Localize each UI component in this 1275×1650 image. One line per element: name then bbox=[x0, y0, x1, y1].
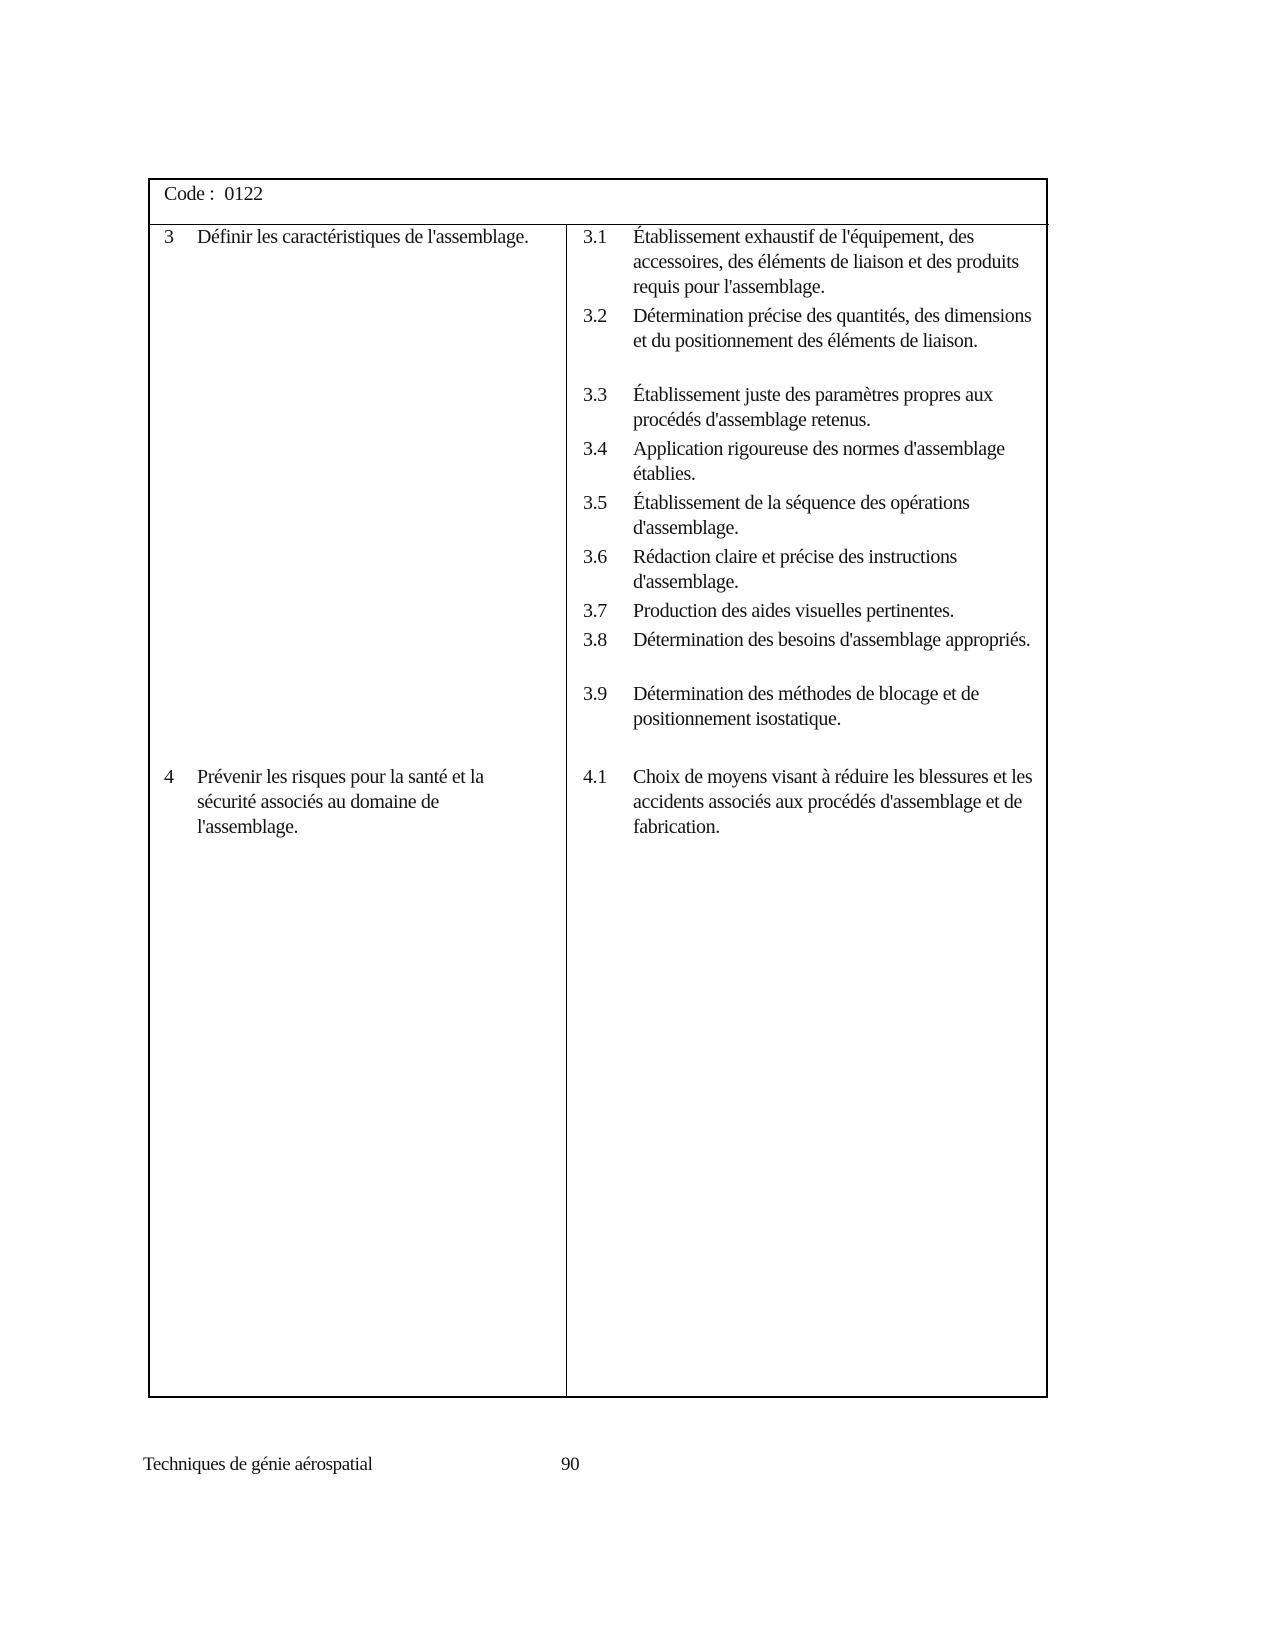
criterion-number: 3.3 bbox=[583, 384, 607, 406]
criterion-number: 3.1 bbox=[583, 226, 607, 248]
column-divider bbox=[566, 224, 567, 1397]
criterion-text: Établissement exhaustif de l'équipement, des accessoires, des éléments de liaison et des produits requis pour l'assemblage. bbox=[633, 226, 1019, 298]
criterion-text: Détermination des besoins d'assemblage appropriés. bbox=[633, 629, 1031, 651]
criterion-item bbox=[583, 304, 1038, 354]
competency-number: 4 bbox=[164, 766, 174, 788]
criterion-number: 4.1 bbox=[583, 766, 607, 788]
criterion-text: Établissement juste des paramètres propres aux procédés d'assemblage retenus. bbox=[633, 384, 993, 431]
criterion-text: Rédaction claire et précise des instructions d'assemblage. bbox=[633, 546, 957, 593]
criterion-number: 3.5 bbox=[583, 492, 607, 514]
criterion-number: 3.4 bbox=[583, 438, 607, 460]
criterion-text: Établissement de la séquence des opérations d'assemblage. bbox=[633, 492, 970, 539]
competency-item bbox=[164, 225, 542, 250]
criterion-item bbox=[583, 437, 1038, 487]
competency-text: Prévenir les risques pour la santé et la sécurité associés au domaine de l'assemblage. bbox=[197, 766, 484, 838]
criterion-item bbox=[583, 491, 1038, 541]
criterion-number: 3.7 bbox=[583, 600, 607, 622]
competency-text: Définir les caractéristiques de l'assemblage. bbox=[197, 226, 529, 248]
criterion-number: 3.6 bbox=[583, 546, 607, 568]
competency-number: 3 bbox=[164, 226, 174, 248]
code-label: Code : bbox=[164, 183, 215, 205]
criterion-text: Détermination des méthodes de blocage et de positionnement isostatique. bbox=[633, 683, 980, 730]
criterion-item bbox=[583, 628, 1038, 653]
criterion-number: 3.2 bbox=[583, 305, 607, 327]
criterion-item bbox=[583, 225, 1038, 300]
criterion-text: Choix de moyens visant à réduire les blessures et les accidents associés aux procédés d'assemblage et de fabrication. bbox=[633, 766, 1033, 838]
criterion-item bbox=[583, 765, 1038, 840]
criterion-text: Application rigoureuse des normes d'assemblage établies. bbox=[633, 438, 1005, 485]
criterion-item bbox=[583, 383, 1038, 433]
criterion-text: Détermination précise des quantités, des dimensions et du positionnement des éléments de liaison. bbox=[633, 305, 1032, 352]
footer-title: Techniques de génie aérospatial bbox=[143, 1454, 373, 1475]
code-value: 0122 bbox=[224, 183, 263, 205]
criterion-item bbox=[583, 545, 1038, 595]
criterion-number: 3.9 bbox=[583, 683, 607, 705]
criterion-number: 3.8 bbox=[583, 629, 607, 651]
code-header bbox=[164, 182, 263, 207]
criterion-text: Production des aides visuelles pertinentes. bbox=[633, 600, 955, 622]
criterion-item bbox=[583, 599, 1038, 624]
page-number: 90 bbox=[561, 1454, 580, 1475]
criterion-item bbox=[583, 682, 1038, 732]
competency-item bbox=[164, 765, 542, 840]
